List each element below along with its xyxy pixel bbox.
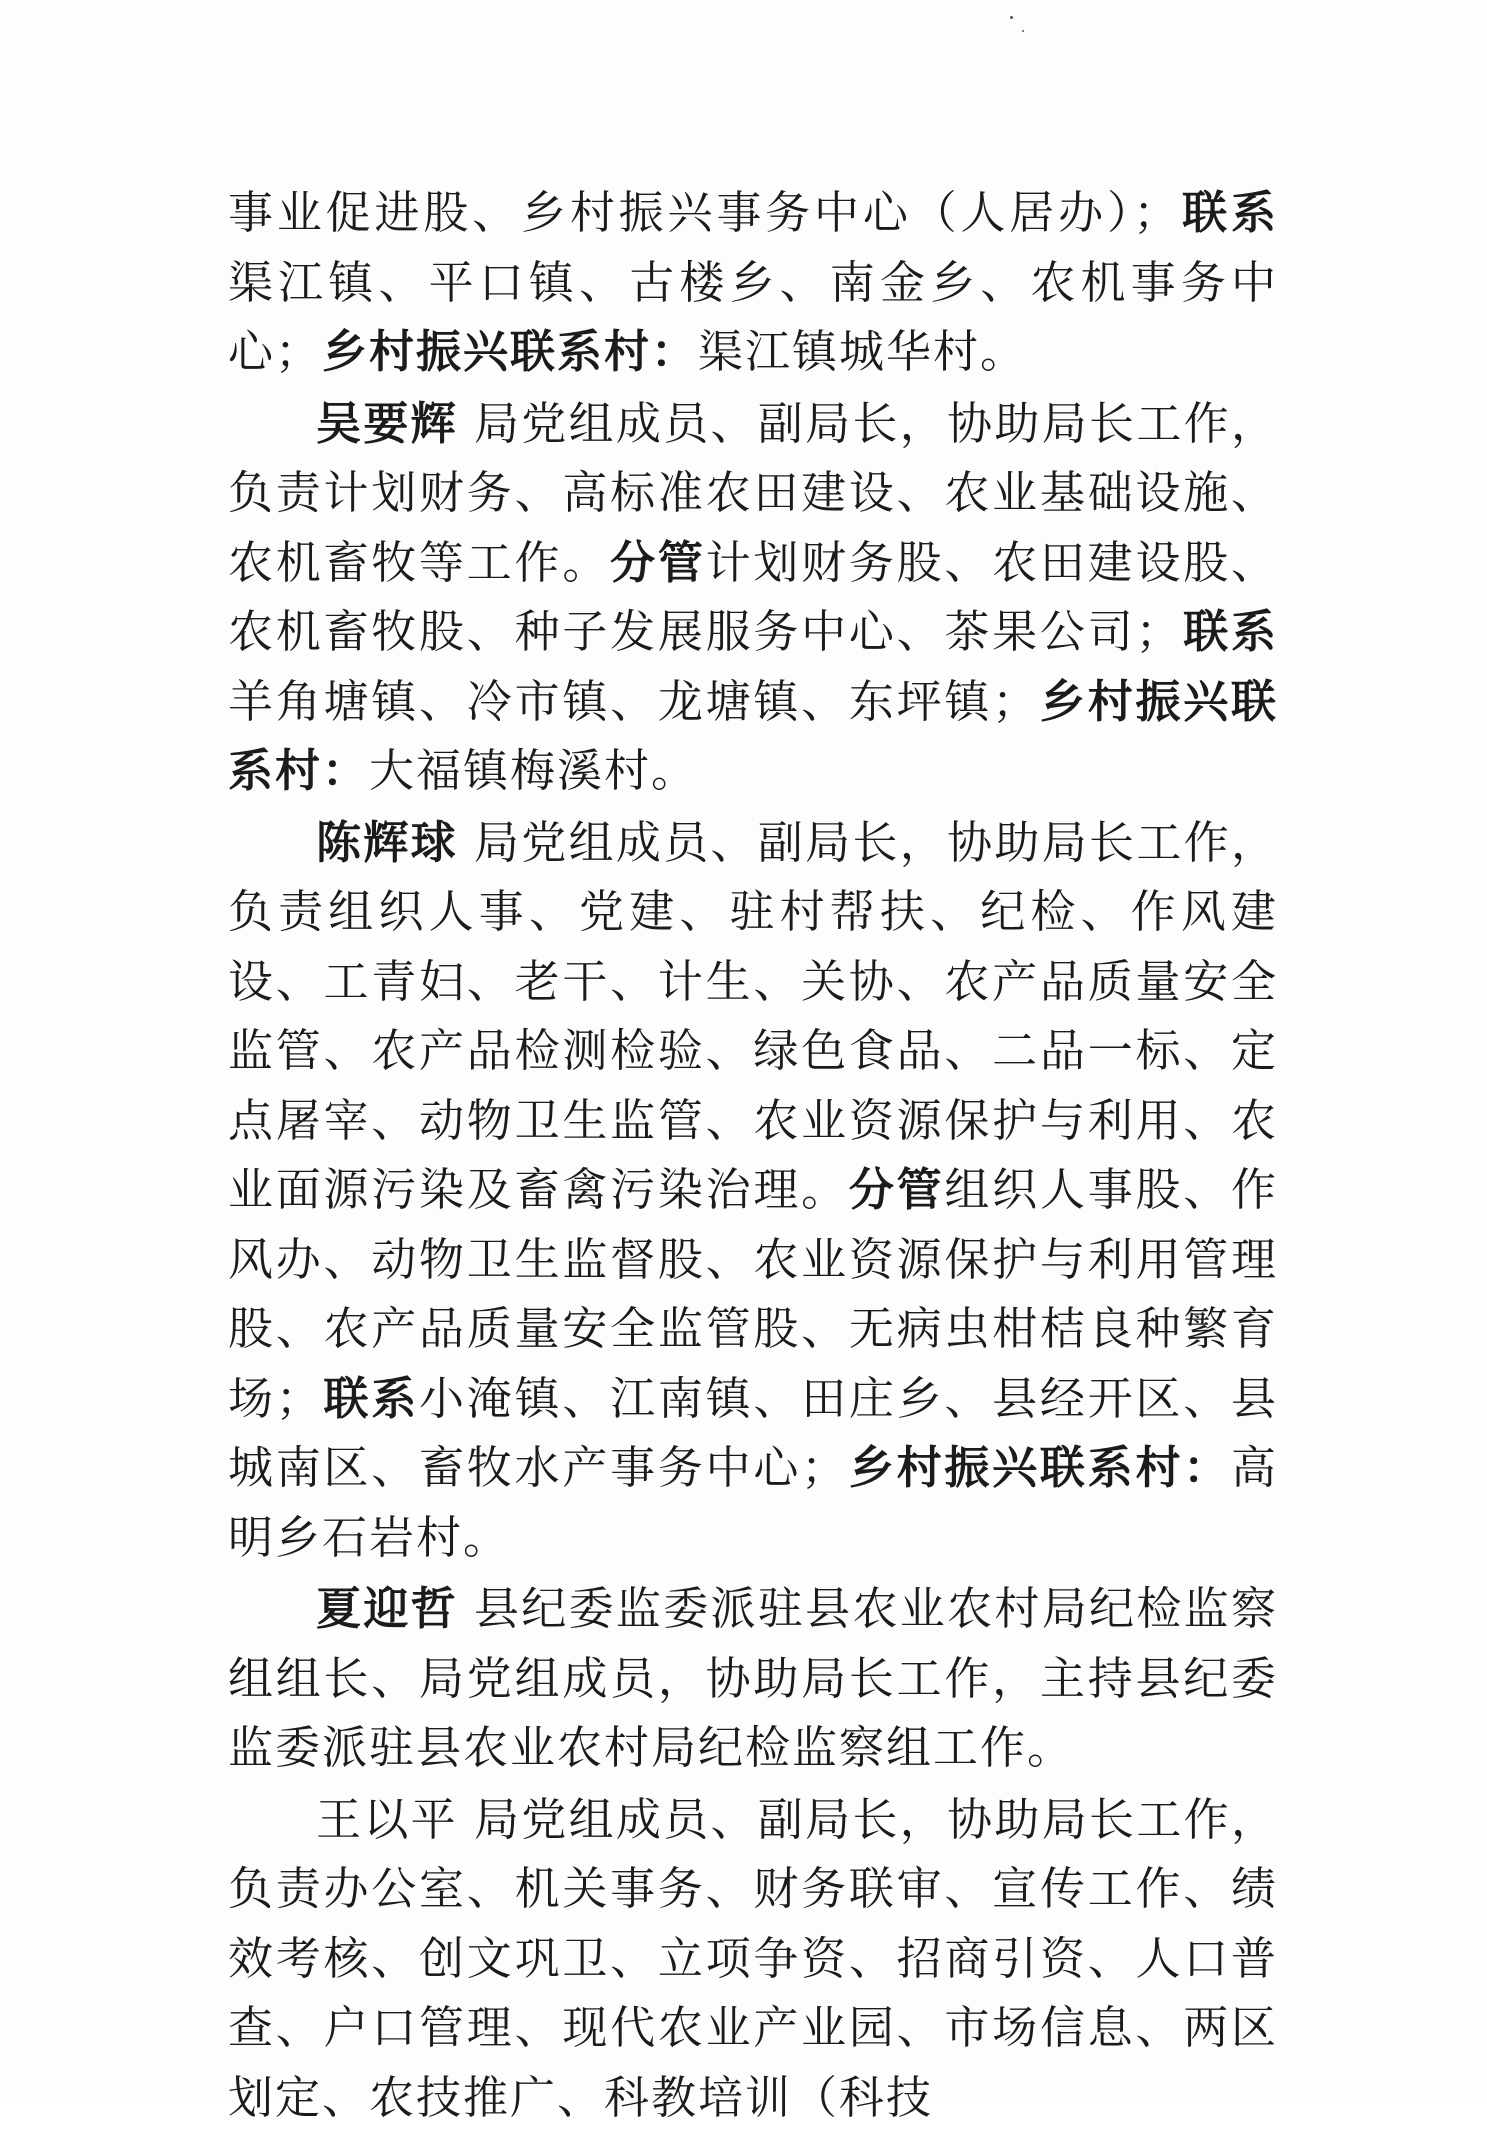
scan-speck (1022, 30, 1024, 32)
paragraph (228, 1574, 1278, 1783)
bold-label: 乡村振兴联系村： (848, 1441, 1231, 1494)
bold-label: 乡村振兴联系村： (322, 325, 699, 378)
paragraph-text: 事业促进股、乡村振兴事务中心（人居办）； (228, 186, 1181, 239)
paragraph-text: 计划财务股、农田建设股、农机畜牧股、种子发展服务中心、茶果公司； (228, 535, 1278, 658)
paragraph-text: 大福镇梅溪村。 (369, 744, 699, 797)
paragraph-text: 羊角塘镇、冷市镇、龙塘镇、东坪镇； (228, 674, 1040, 728)
paragraph-text: 渠江镇、平口镇、古楼乡、南金乡、农机事务中心； (228, 255, 1278, 378)
paragraph (228, 1785, 1278, 2133)
bold-label: 联系 (1182, 605, 1278, 658)
bold-label: 分管 (610, 535, 706, 589)
bold-label: 联系 (1180, 186, 1278, 239)
paragraph-text: 县纪委监委派驻县农业农村局纪检监察组组长、局党组成员，协助局长工作，主持县纪委监委派驻县农业农村局纪检监察组工作。 (228, 1582, 1278, 1774)
paragraph (228, 389, 1278, 806)
paragraph-text: 局党组成员、副局长，协助局长工作，负责计划财务、高标准农田建设、农业基础设施、农机畜牧等工作。 (228, 396, 1278, 589)
bold-label: 联系 (322, 1371, 420, 1425)
official-name: 王以平 (316, 1792, 458, 1846)
paragraph-text: 局党组成员、副局长，协助局长工作，负责组织人事、党建、驻村帮扶、纪检、作风建设、工青妇、老干、计生、关协、农产品质量安全监管、农产品检测检验、绿色食品、二品一标、定点屠宰、动物卫生监管、农业资源保护与利用、农业面源污染及畜禽污染治理。 (228, 815, 1278, 1216)
scan-speck (1010, 16, 1013, 19)
document-body (228, 178, 1278, 2134)
paragraph-text: 高明乡石岩村。 (228, 1441, 1278, 1564)
official-name: 陈辉球 (316, 815, 458, 869)
official-name: 吴要辉 (316, 396, 458, 450)
paragraph (228, 178, 1278, 387)
bold-label: 乡村振兴联系村： (228, 674, 1278, 797)
paragraph (228, 808, 1278, 1573)
paragraph-text: 组织人事股、作风办、动物卫生监督股、农业资源保护与利用管理股、农产品质量安全监管股、无病虫柑桔良种繁育场； (228, 1163, 1278, 1425)
bold-label: 分管 (848, 1163, 945, 1216)
paragraph-text: 渠江镇城华村。 (698, 325, 1028, 378)
paragraph-text: 局党组成员、副局长，协助局长工作，负责办公室、机关事务、财务联审、宣传工作、绩效考核、创文巩卫、立项争资、招商引资、人口普查、户口管理、现代农业产业园、市场信息、两区划定、农技推广、科教培训（科技 (228, 1792, 1278, 2124)
official-name: 夏迎哲 (316, 1582, 458, 1635)
paragraph-text: 小淹镇、江南镇、田庄乡、县经开区、县城南区、畜牧水产事务中心； (228, 1371, 1278, 1494)
